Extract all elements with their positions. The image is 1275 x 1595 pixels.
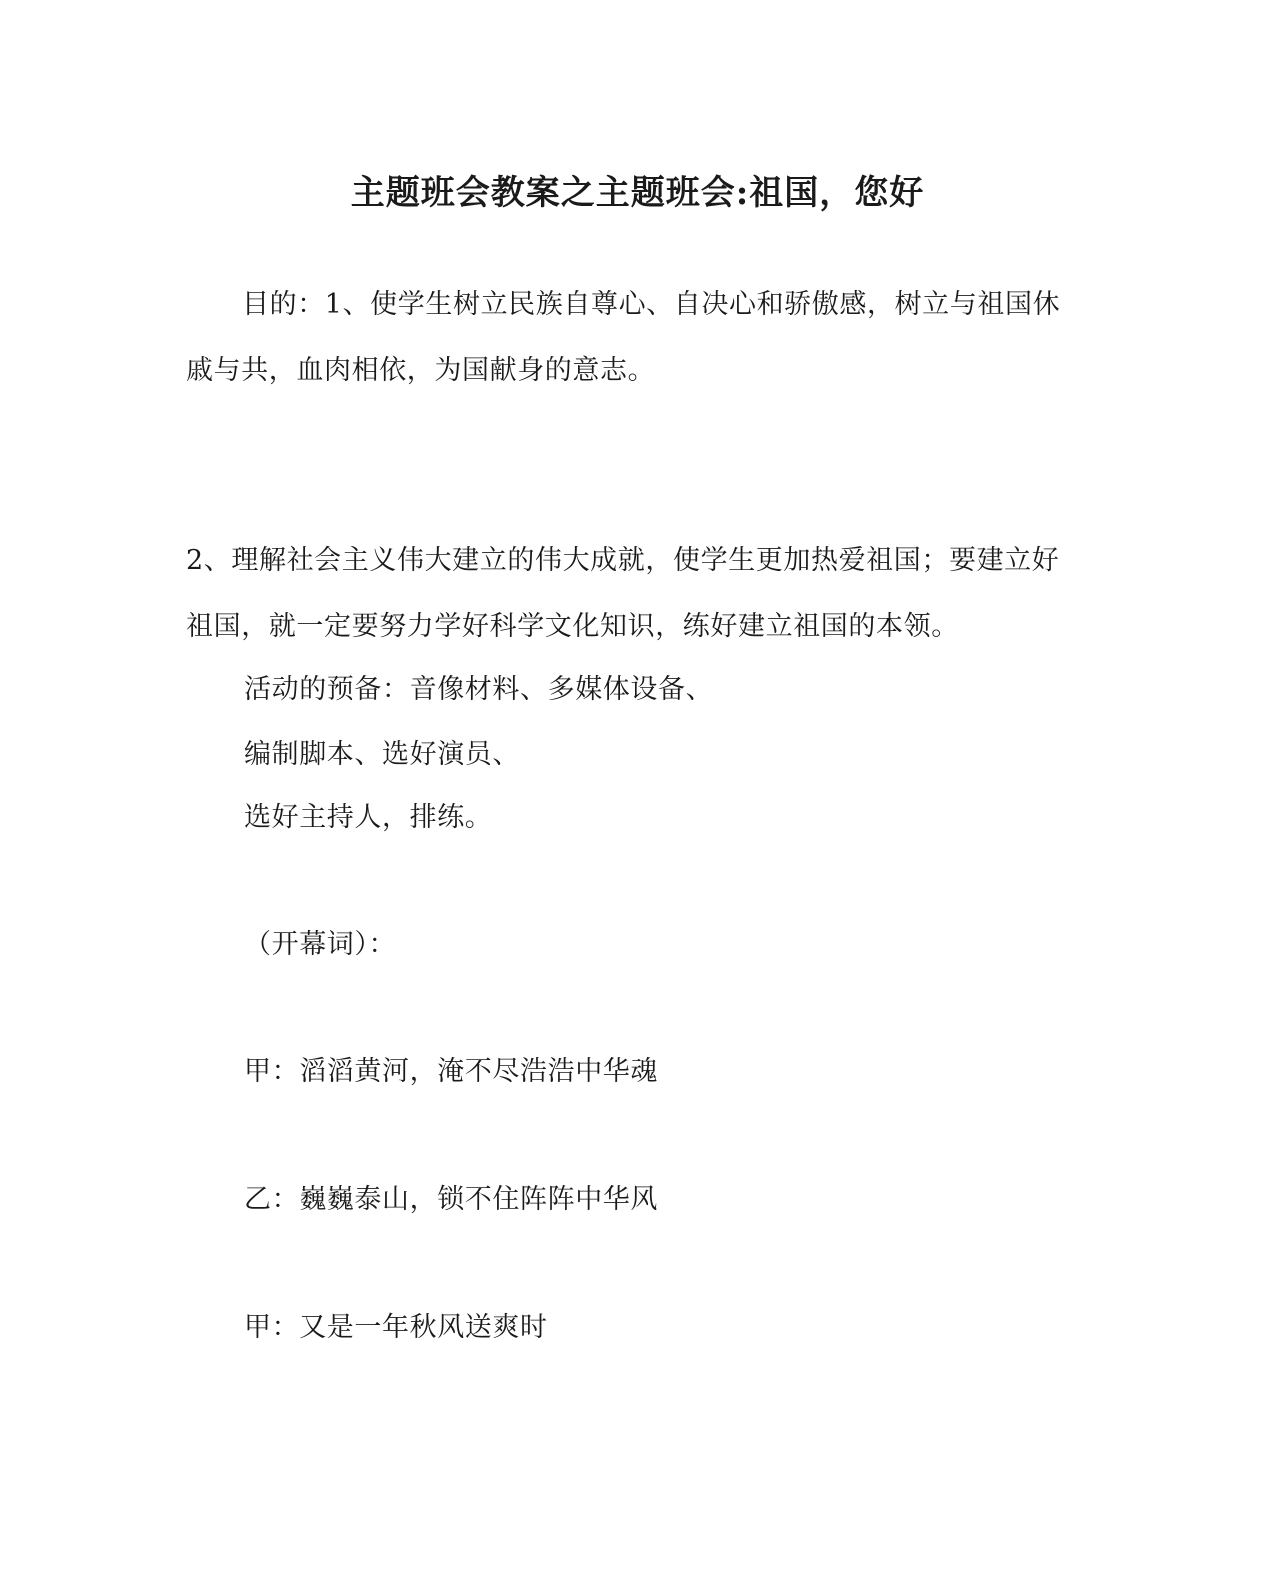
preparation-line-2: 编制脚本、选好演员、 (244, 739, 520, 770)
purpose-paragraph-2: 2、理解社会主义伟大建立的伟大成就，使学生更加热爱祖国；要建立好祖国，就一定要努力学好科学文化知识，练好建立祖国的本领。 (186, 545, 1060, 642)
preparation-line-1: 活动的预备：音像材料、多媒体设备、 (244, 674, 714, 705)
dialogue-line-2: 乙：巍巍泰山，锁不住阵阵中华风 (244, 1184, 658, 1215)
dialogue-line-1: 甲：滔滔黄河，淹不尽浩浩中华魂 (244, 1056, 658, 1087)
opening-heading: （开幕词）： (244, 929, 397, 960)
dialogue-line-3: 甲：又是一年秋风送爽时 (244, 1312, 548, 1343)
purpose-paragraph-1: 目的：1、使学生树立民族自尊心、自决心和骄傲感，树立与祖国休戚与共，血肉相依，为国献身的意志。 (186, 289, 1061, 386)
preparation-line-3: 选好主持人，排练。 (244, 802, 493, 833)
page-title: 主题班会教案之主题班会:祖国，您好 (350, 173, 925, 213)
